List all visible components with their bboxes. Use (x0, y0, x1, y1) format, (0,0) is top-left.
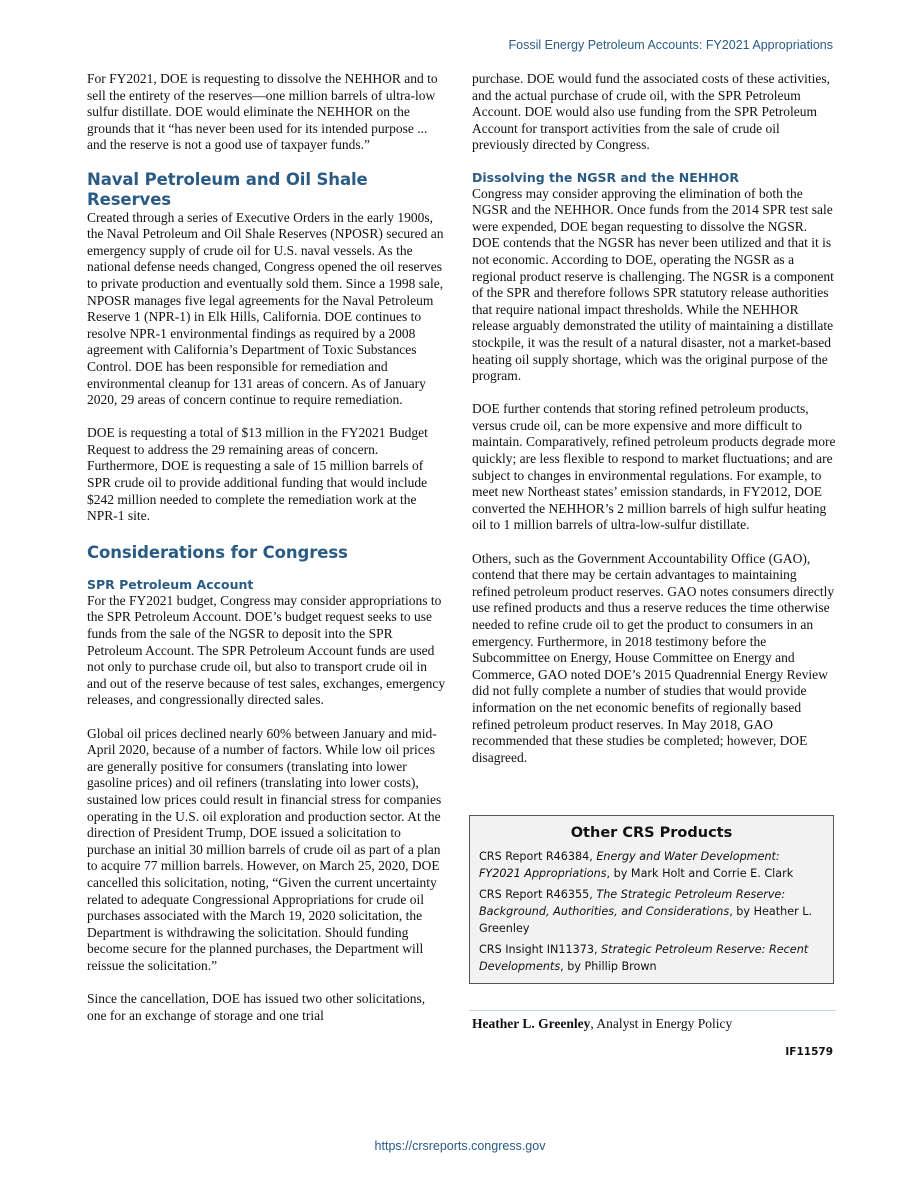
paragraph-spr-account-2: Global oil prices declined nearly 60% between January and mid-April 2020, because of a number of factors. While low oil prices are generally positive for consumers (translating into lower gasoline prices) and oil refiners (translating into lower costs), sustained low prices could result in financial stress for companies operating in the U.S. oil exploration and production sector. At the direction of President Trump, DOE issued a solicitation to purchase an initial 30 million barrels of crude oil as part of a plan to acquire 77 million barrels. However, on March 25, 2020, DOE cancelled this solicitation, noting, “Given the current uncertainty related to adequate Congressional Appropriations for crude oil purchases associated with the March 19, 2020 solicitation, the Department is withdrawing the solicitation. Should funding become secure for the planned purchases, the Department will reissue the solicitation.” (87, 725, 442, 973)
product-prefix: CRS Report R46384, (479, 850, 597, 863)
product-prefix: CRS Report R46355, (479, 888, 597, 901)
running-header: Fossil Energy Petroleum Accounts: FY2021 Appropriations (508, 38, 833, 52)
paragraph-nehhor-intro: For FY2021, DOE is requesting to dissolve the NEHHOR and to sell the entirety of the reserves—one million barrels of ultra-low sulfur distillate. DOE would eliminate the NEHHOR on the grounds that it “has never been used for its intended purpose ... and the reserve is not a good use of taxpayer funds.” (87, 71, 438, 153)
product-title: The Strategic Petroleum Reserve: Background, Authorities, and Considerations (479, 888, 786, 918)
paragraph-spr-account-1: For the FY2021 budget, Congress may consider appropriations to the SPR Petroleum Account. DOE’s budget request seeks to use funds from the sale of the NGSR to deposit into the SPR Petroleum Account. The SPR Petroleum Account funds are used not only to purchase crude oil, but also to transport crude oil in and out of the reserve because of test sales, exchanges, emergency releases, and congressionally directed sales. (87, 592, 446, 708)
paragraph-spr-account-3: Since the cancellation, DOE has issued two other solicitations, one for an exchange of storage and one trial (87, 991, 426, 1023)
paragraph-dissolving-3: Others, such as the Government Accountability Office (GAO), contend that there may be certain advantages to maintaining refined petroleum product reserves. GAO notes consumers directly use refined products and thus a reserve reduces the time otherwise needed to refine crude oil to get the product to consumers in an emergency. Furthermore, in 2018 testimony before the Subcommittee on Energy, House Committee on Energy and Commerce, GAO noted DOE’s 2015 Quadrennial Energy Review did not fully complete a number of studies that would provide information on the net economic benefits of regionally based refined petroleum product reserves. In May 2018, GAO recommended that these studies be completed; however, DOE disagreed. (472, 550, 835, 765)
products-box-title: Other CRS Products (570, 825, 733, 841)
crs-product-item (479, 941, 824, 975)
other-crs-products-box (469, 815, 834, 984)
product-title: Energy and Water Development: FY2021 Appropriations (479, 850, 780, 880)
author-role: , Analyst in Energy Policy (590, 1016, 733, 1031)
paragraph-dissolving-2: DOE further contends that storing refined petroleum products, versus crude oil, can be more expensive and more difficult to maintain. Comparatively, refined petroleum products degrade more quickly; are less flexible to respond to market fluctuations; and are subject to changes in environmental regulations. For example, to meet new Northeast states’ emission standards, in FY2012, DOE converted the NEHHOR’s 2 million barrels of high sulfur heating oil to 1 million barrels of ultra-low-sulfur distillate. (472, 401, 836, 533)
author-divider (469, 1010, 836, 1011)
author-line (472, 1016, 732, 1032)
heading-spr-account: SPR Petroleum Account (87, 576, 254, 592)
paragraph-dissolving-1: Congress may consider approving the elimination of both the NGSR and the NEHHOR. Once funds from the 2014 SPR test sale were expended, DOE began requesting to dissolve the NGSR. DOE contends that the NGSR has never been utilized and that it is not economic. According to DOE, operating the NGSR as a regional product reserve is challenging. The NGSR is a component of the SPR and therefore follows SPR statutory release authorities that require national impact thresholds. While the NEHHOR release arguably demonstrated the utility of maintaining a distillate stockpile, it was the result of a natural disaster, not a market-based heating oil supply shortage, which was the original purpose of the program. (472, 185, 834, 384)
paragraph-naval-history: Created through a series of Executive Orders in the early 1900s, the Naval Petroleum and Oil Shale Reserves (NPOSR) secured an emergency supply of crude oil for U.S. naval vessels. As the national defense needs changed, Congress opened the oil reserves to private production and eventually sold them. Since a 1998 sale, NPOSR manages five legal agreements for the Naval Petroleum Reserve 1 (NPR-1) in Elk Hills, California. DOE continues to resolve NPR-1 environmental findings as required by a 2008 agreement with California’s Department of Toxic Substances Control. DOE has been responsible for remediation and environmental cleanup for 131 areas of concern. As of January 2020, 29 areas of concern continue to require remediation. (87, 209, 444, 408)
product-prefix: CRS Insight IN11373, (479, 943, 602, 956)
paragraph-spr-continued: purchase. DOE would fund the associated costs of these activities, and the actual purchase of crude oil, with the SPR Petroleum Account. DOE would also use funding from the SPR Petroleum Account for transport activities from the sale of crude oil previously directed by Congress. (472, 71, 831, 153)
product-id: IF11579 (785, 1046, 833, 1058)
crs-product-item (479, 848, 824, 882)
product-authors: , by Heather L. Greenley (479, 905, 813, 935)
heading-naval-petroleum: Naval Petroleum and Oil Shale Reserves (87, 169, 368, 209)
heading-considerations: Considerations for Congress (87, 542, 348, 562)
product-authors: , by Mark Holt and Corrie E. Clark (606, 867, 794, 880)
left-column (87, 71, 447, 1024)
paragraph-naval-budget: DOE is requesting a total of $13 million in the FY2021 Budget Request to address the 29 remaining areas of concern. Furthermore, DOE is requesting a sale of 15 million barrels of SPR crude oil to provide additional funding that would include $242 million needed to complete the remediation work at the NPR-1 site. (87, 425, 428, 524)
product-authors: , by Phillip Brown (560, 960, 657, 973)
right-column (472, 71, 836, 766)
crs-product-item (479, 886, 824, 937)
product-title: Strategic Petroleum Reserve: Recent Developments (479, 943, 809, 973)
heading-dissolving: Dissolving the NGSR and the NEHHOR (472, 169, 739, 185)
footer-url-link[interactable]: https://crsreports.congress.gov (374, 1139, 546, 1153)
author-name: Heather L. Greenley (472, 1016, 591, 1031)
